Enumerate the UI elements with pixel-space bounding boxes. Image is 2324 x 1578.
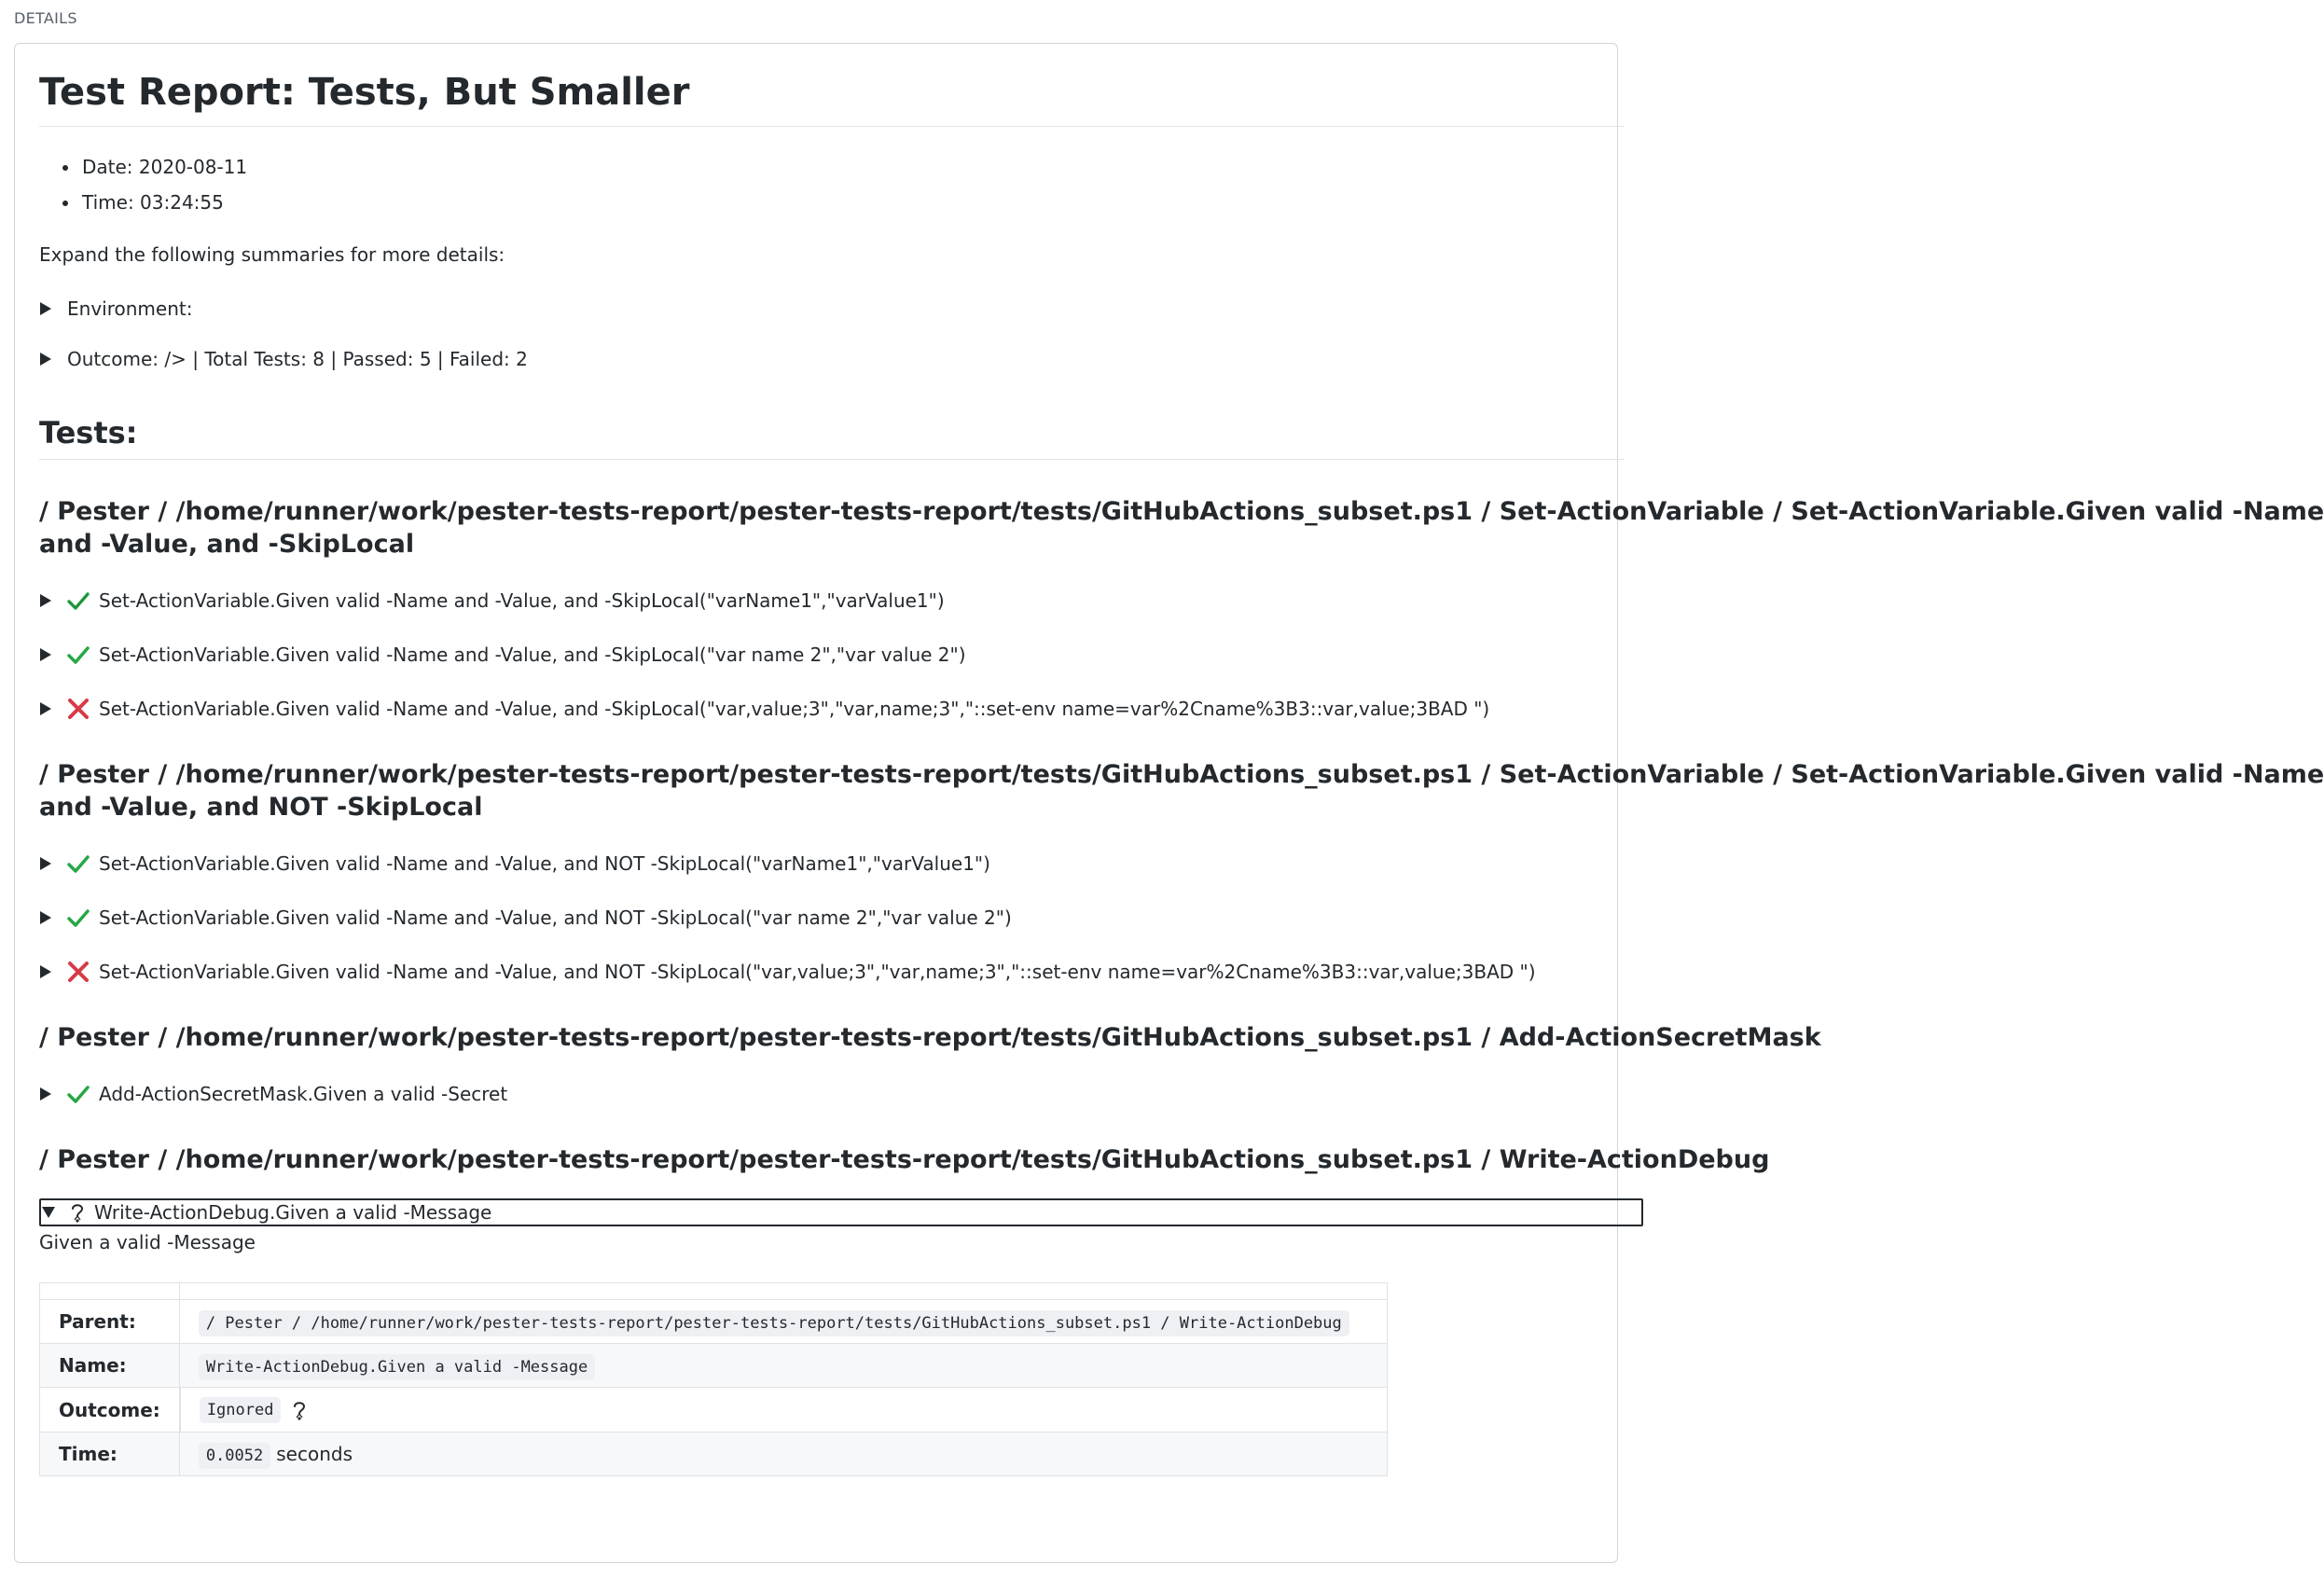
test-case-summary[interactable]: [39, 587, 1625, 615]
name-value-cell: [179, 1344, 1387, 1388]
report-date: • Date: 2020-08-11: [80, 149, 1625, 185]
expand-triangle-icon: [40, 302, 51, 315]
report-time: • Time: 03:24:55: [80, 185, 1625, 220]
check-icon: [67, 1083, 90, 1105]
expand-triangle-icon: [40, 965, 51, 978]
time-label: Time:: [40, 1433, 180, 1476]
check-icon: [67, 907, 90, 929]
table-row: [40, 1344, 1388, 1388]
test-case-label: Set-ActionVariable.Given valid -Name and -Value, and -SkipLocal("var name 2","var value 2"): [99, 644, 966, 666]
table-cell: [40, 1283, 180, 1300]
expand-triangle-icon: [40, 857, 51, 870]
parent-value: / Pester / /home/runner/work/pester-tests-report/pester-tests-report/tests/GitHubActions_subset.ps1 / Write-ActionDebug: [199, 1310, 1349, 1336]
group-heading: [39, 495, 2324, 561]
collapse-triangle-icon: [42, 1207, 55, 1218]
group-heading: / Pester / /home/runner/work/pester-tests-report/pester-tests-report/tests/GitHubActions_subset.ps1 / Add-ActionSecretMask: [39, 1023, 1821, 1052]
report-card: [14, 43, 2324, 1563]
table-header-spacer: [40, 1283, 1388, 1300]
expand-triangle-icon: [40, 911, 51, 924]
test-group: [39, 1143, 1770, 1476]
group-heading-line: and -Value, and -SkipLocal: [39, 530, 415, 559]
time-unit: seconds: [276, 1443, 353, 1465]
check-icon: [67, 589, 90, 612]
table-cell: [179, 1283, 1387, 1300]
outcome-label: Outcome:: [40, 1388, 180, 1433]
name-value: Write-ActionDebug.Given a valid -Message: [199, 1354, 595, 1380]
expand-triangle-icon: [40, 353, 51, 366]
parent-label: Parent:: [40, 1300, 180, 1344]
check-icon: [67, 644, 90, 666]
outcome-value: Ignored: [200, 1397, 282, 1423]
test-case-label: Add-ActionSecretMask.Given a valid -Secret: [99, 1083, 508, 1105]
check-icon: [67, 852, 90, 875]
environment-summary-label: Environment:: [67, 298, 193, 320]
cross-icon: [67, 961, 90, 983]
test-case-label: Set-ActionVariable.Given valid -Name and -Value, and -SkipLocal("var,value;3","var,name;3","::set-env name=var%2Cname%3B3::var,value;3BAD "): [99, 698, 1490, 720]
group-heading: [39, 758, 2324, 824]
table-row: [40, 1300, 1388, 1344]
test-group: [39, 1021, 1821, 1108]
test-case-summary[interactable]: [39, 1080, 1625, 1108]
intro-text: Expand the following summaries for more details:: [39, 243, 505, 266]
expand-triangle-icon: [40, 594, 51, 607]
test-group: [39, 495, 2324, 723]
group-heading-line: and -Value, and NOT -SkipLocal: [39, 793, 483, 822]
name-label: Name:: [40, 1344, 180, 1388]
time-value-cell: [179, 1433, 1387, 1476]
test-case-summary-expanded[interactable]: [39, 1198, 1643, 1226]
test-description: Given a valid -Message: [39, 1231, 256, 1253]
time-value: 0.0052: [199, 1443, 270, 1469]
test-case-summary[interactable]: [39, 850, 1625, 878]
test-case-summary[interactable]: [39, 695, 1625, 723]
expand-triangle-icon: [40, 702, 51, 715]
test-case-label: Write-ActionDebug.Given a valid -Message: [94, 1201, 492, 1224]
table-row: [40, 1388, 1388, 1433]
outcome-value-cell: [180, 1388, 1388, 1432]
parent-value-cell: [179, 1300, 1387, 1344]
outcome-summary-label: Outcome: /> | Total Tests: 8 | Passed: 5 | Failed: 2: [67, 348, 528, 370]
test-case-summary[interactable]: [39, 641, 1625, 669]
table-row: [40, 1433, 1388, 1476]
group-heading: / Pester / /home/runner/work/pester-tests-report/pester-tests-report/tests/GitHubActions_subset.ps1 / Write-ActionDebug: [39, 1145, 1770, 1174]
question-icon: [288, 1399, 311, 1421]
report-content: [39, 44, 2324, 1476]
report-title: Test Report: Tests, But Smaller: [39, 44, 1625, 127]
test-case-summary[interactable]: [39, 958, 1625, 986]
test-case-label: Set-ActionVariable.Given valid -Name and -Value, and NOT -SkipLocal("var name 2","var value 2"): [99, 907, 1012, 929]
test-case-label: Set-ActionVariable.Given valid -Name and -Value, and NOT -SkipLocal("var,value;3","var,name;3","::set-env name=var%2Cname%3B3::var,value;3BAD "): [99, 961, 1536, 983]
expand-triangle-icon: [40, 1087, 51, 1100]
question-icon: [66, 1201, 89, 1224]
test-case-summary[interactable]: [39, 904, 1625, 932]
expand-triangle-icon: [40, 648, 51, 661]
test-detail-table: [39, 1282, 1388, 1476]
tests-heading: Tests:: [39, 414, 1625, 460]
report-meta-list: [39, 149, 1625, 220]
test-case-label: Set-ActionVariable.Given valid -Name and -Value, and -SkipLocal("varName1","varValue1"): [99, 589, 945, 612]
details-panel-label: DETAILS: [14, 9, 77, 27]
test-case-label: Set-ActionVariable.Given valid -Name and -Value, and NOT -SkipLocal("varName1","varValue1"): [99, 852, 990, 875]
cross-icon: [67, 698, 90, 720]
test-group: [39, 758, 2324, 986]
outcome-summary[interactable]: [39, 345, 1625, 373]
environment-summary[interactable]: [39, 295, 1625, 323]
group-heading-line: / Pester / /home/runner/work/pester-tests-report/pester-tests-report/tests/GitHubActions_subset.ps1 / Set-ActionVariable / Set-ActionVariable.Given valid -Name: [39, 497, 2324, 526]
group-heading-line: / Pester / /home/runner/work/pester-tests-report/pester-tests-report/tests/GitHubActions_subset.ps1 / Set-ActionVariable / Set-ActionVariable.Given valid -Name: [39, 760, 2324, 789]
